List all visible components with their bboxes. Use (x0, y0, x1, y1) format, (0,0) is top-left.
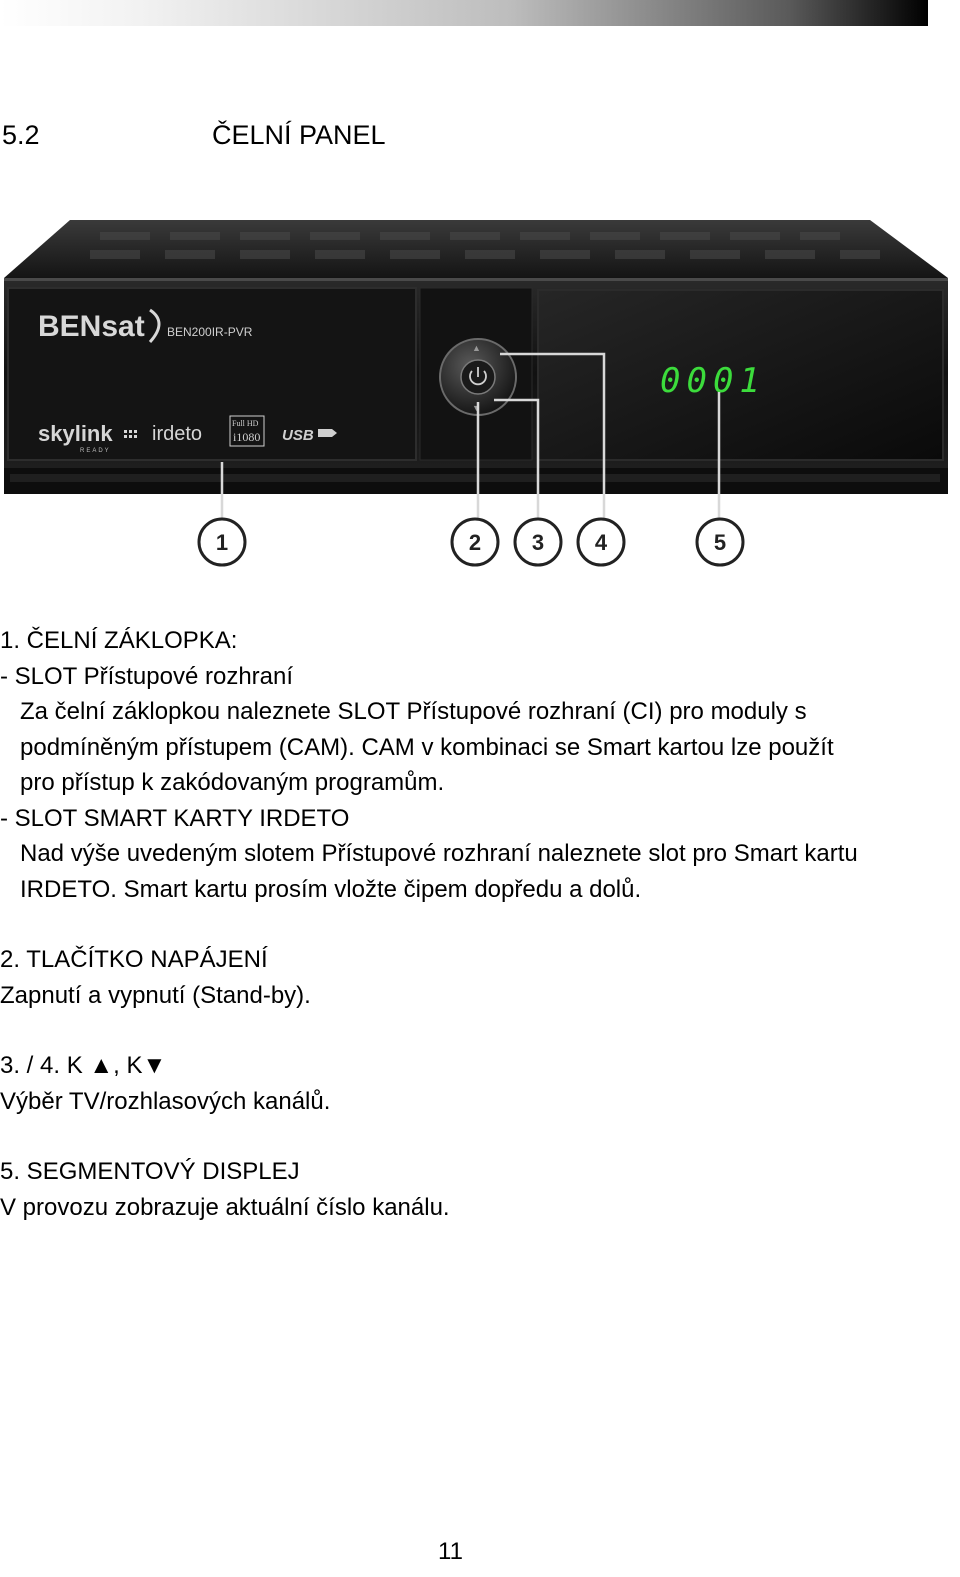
section-number: 5.2 (2, 120, 40, 150)
irdeto-logo: irdeto (152, 423, 203, 445)
s1-item1-line: podmíněným přístupem (CAM). CAM v kombinaci se Smart kartou lze použít (20, 733, 834, 761)
s2-text: Zapnutí a vypnutí (Stand-by). (0, 981, 311, 1009)
s1-item2-line: Nad výše uvedeným slotem Přístupové rozhraní naleznete slot pro Smart kartu (20, 840, 858, 867)
callout-1-label: 1 (215, 530, 229, 555)
s5-heading: 5. SEGMENTOVÝ DISPLEJ (0, 1158, 300, 1185)
callout-4-label: 4 (594, 530, 608, 555)
model-label: BEN200IR-PVR (167, 325, 253, 339)
s1-item1-line: pro přístup k zakódovaným programům. (20, 769, 445, 796)
channel-up-icon[interactable]: ▲ (472, 343, 481, 353)
header-gradient-bar (0, 0, 928, 26)
s1-item2-line: IRDETO. Smart kartu prosím vložte čipem dopředu a dolů. (20, 875, 642, 903)
usb-logo: USB (282, 427, 314, 444)
brand-logo: BENsat (38, 310, 145, 343)
channel-down-icon[interactable]: ▼ (472, 403, 481, 413)
callout-2-label: 2 (468, 530, 482, 555)
page-number: 11 (438, 1538, 463, 1565)
skylink-ready-label: READY (80, 448, 111, 454)
s1-item2-title: - SLOT SMART KARTY IRDETO (0, 804, 350, 832)
s2-heading: 2. TLAČÍTKO NAPÁJENÍ (0, 946, 268, 973)
device-top-surface (4, 220, 948, 278)
callout-markers (199, 519, 743, 565)
fullhd-badge-bottom: i1080 (233, 430, 261, 444)
s1-item1-title: - SLOT Přístupové rozhraní (0, 662, 294, 690)
segment-display: 0001 (660, 361, 766, 401)
callout-3-label: 3 (531, 530, 545, 555)
section-title: ČELNÍ PANEL (212, 120, 386, 150)
s1-item1-line: Za čelní záklopkou naleznete SLOT Přístupové rozhraní (CI) pro moduly s (20, 698, 807, 725)
description-text (0, 623, 960, 1225)
receiver-front-panel-illustration (0, 212, 960, 584)
fullhd-badge-top: Full HD (232, 419, 259, 428)
s1-heading: 1. ČELNÍ ZÁKLOPKA: (0, 627, 238, 654)
skylink-logo: skylink (38, 421, 113, 446)
s5-text: V provozu zobrazuje aktuální číslo kanálu. (0, 1193, 450, 1221)
s3-heading: 3. / 4. K ▲, K▼ (0, 1052, 167, 1079)
s3-text: Výběr TV/rozhlasových kanálů. (0, 1087, 331, 1115)
callout-5-label: 5 (713, 530, 727, 555)
